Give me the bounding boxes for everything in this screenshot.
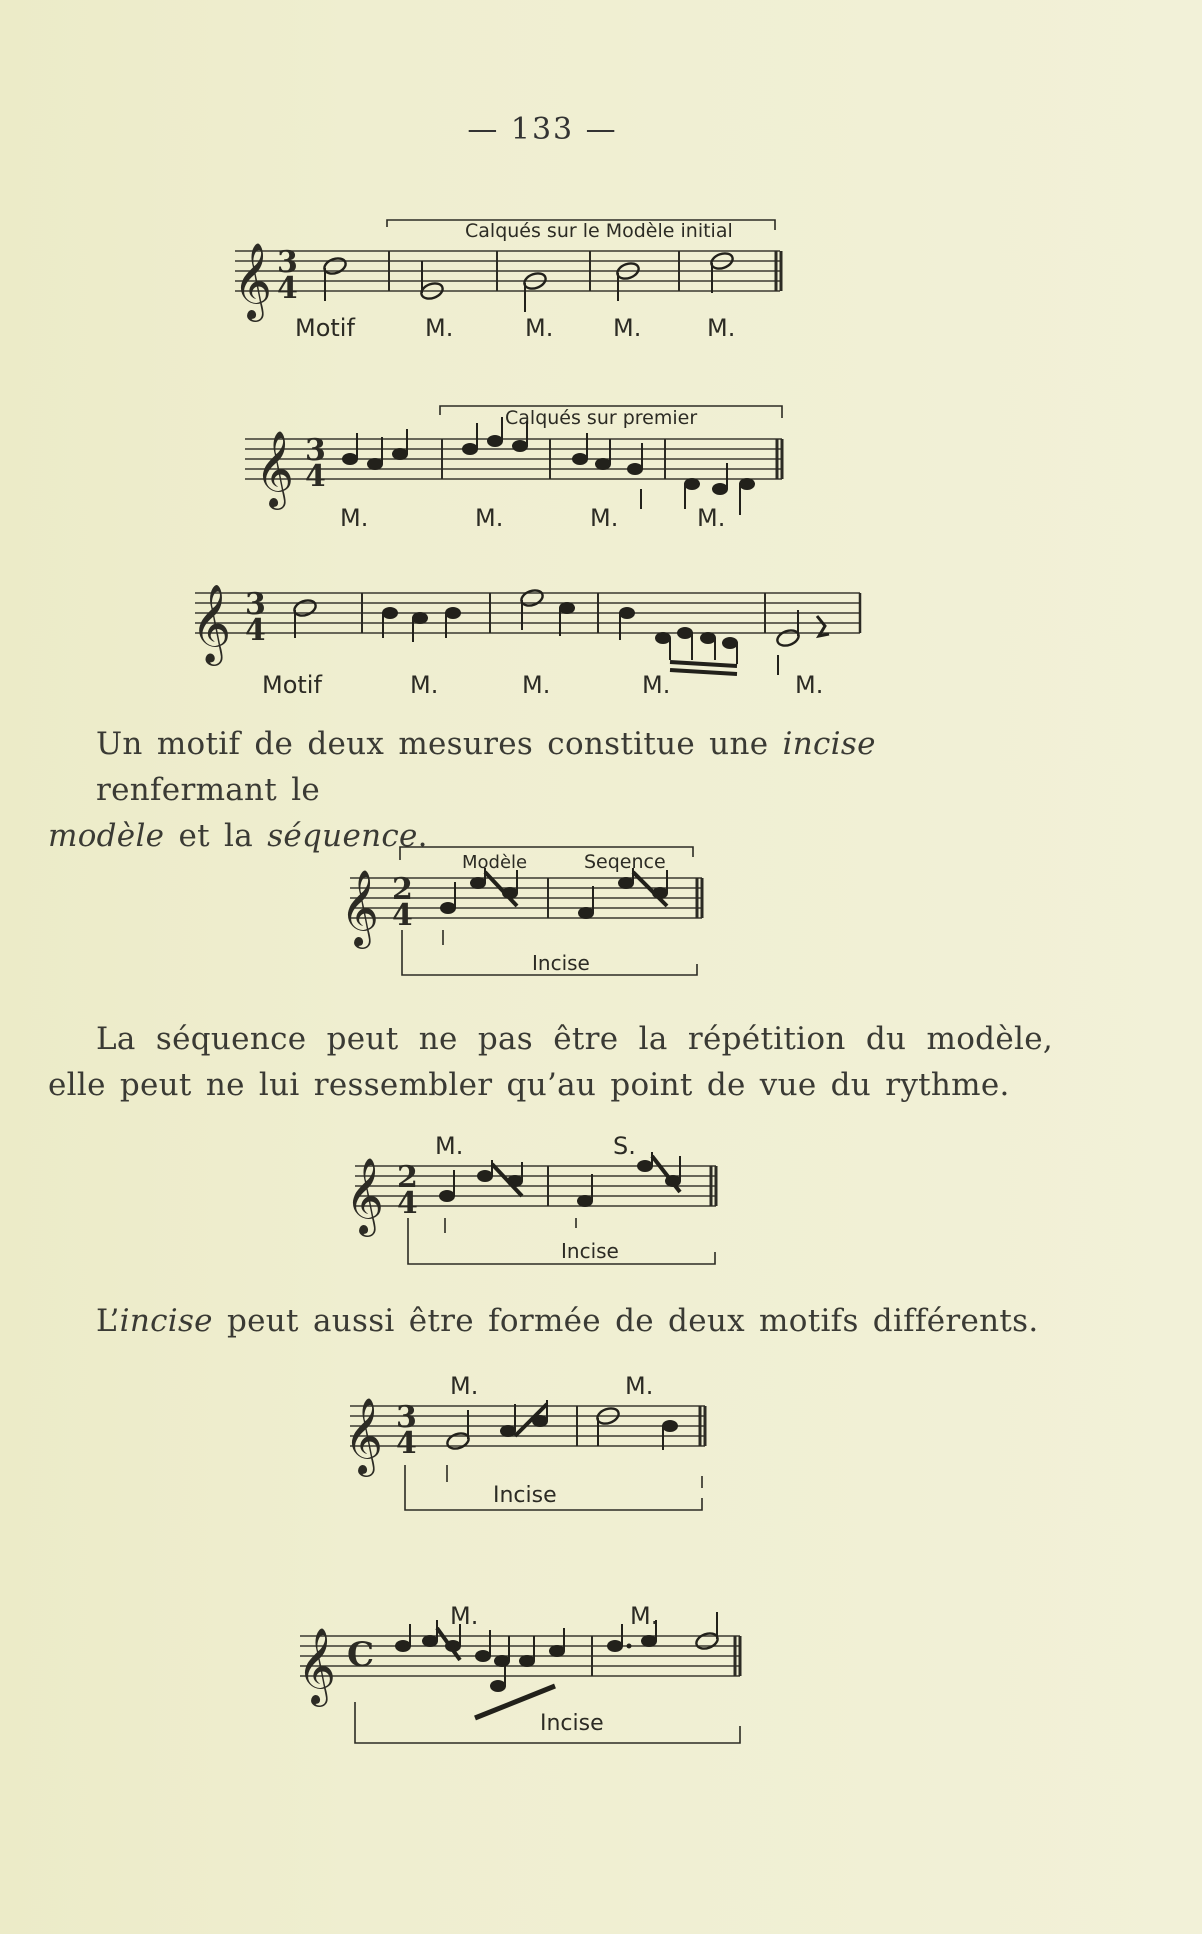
time-signature-top: 2 bbox=[397, 1160, 418, 1195]
treble-clef-icon: 𝄞 bbox=[191, 584, 232, 663]
m-label: M. bbox=[613, 314, 642, 342]
label-m: M. bbox=[625, 1372, 654, 1400]
m-label: M. bbox=[340, 504, 369, 532]
emphasis-modele: modèle bbox=[48, 818, 165, 854]
paragraph-text: L’ bbox=[96, 1303, 120, 1339]
treble-clef-icon: 𝄞 bbox=[255, 430, 295, 507]
time-signature-top: 2 bbox=[392, 872, 413, 907]
incise-label: Incise bbox=[493, 1483, 557, 1508]
paragraph-3 bbox=[96, 1298, 1056, 1344]
staff bbox=[235, 251, 780, 291]
emphasis-sequence: séquence bbox=[267, 818, 418, 854]
time-signature-top: 3 bbox=[305, 433, 326, 468]
paragraph-2 bbox=[48, 1016, 1053, 1108]
treble-clef-icon: 𝄞 bbox=[233, 242, 273, 319]
m-label: M. bbox=[525, 314, 554, 342]
treble-clef-icon: 𝄞 bbox=[345, 1157, 385, 1234]
bracket-label: Calqués sur premier bbox=[505, 407, 698, 429]
m-label: M. bbox=[795, 671, 824, 699]
music-example-7 bbox=[295, 1600, 755, 1750]
incise-label: Incise bbox=[561, 1239, 619, 1263]
bracket-label: Calqués sur le Modèle initial bbox=[465, 220, 733, 242]
time-signature-bottom: 4 bbox=[397, 1186, 418, 1221]
notes bbox=[292, 588, 829, 675]
m-label: M. bbox=[642, 671, 671, 699]
treble-clef-icon: 𝄞 bbox=[340, 869, 380, 946]
paragraph-text: Un motif de deux mesures constitue une bbox=[96, 726, 783, 762]
motif-label: Motif bbox=[295, 314, 355, 342]
music-example-1 bbox=[225, 215, 795, 350]
music-example-4 bbox=[330, 842, 710, 982]
time-signature-bottom: 4 bbox=[245, 613, 266, 648]
music-example-3 bbox=[185, 580, 865, 700]
label-s: S. bbox=[613, 1132, 636, 1160]
page-number: — 133 — bbox=[467, 112, 618, 147]
m-label: M. bbox=[425, 314, 454, 342]
label-m: M. bbox=[435, 1132, 464, 1160]
music-example-5 bbox=[335, 1130, 725, 1270]
time-signature-bottom: 4 bbox=[392, 898, 413, 933]
paragraph-text: La séquence peut ne pas être la répétition du modèle, elle peut ne lui ressembler qu’au point de vue du rythme. bbox=[48, 1021, 1053, 1103]
notes bbox=[439, 1152, 681, 1207]
m-label: M. bbox=[590, 504, 619, 532]
motif-label: Motif bbox=[262, 671, 322, 699]
notes bbox=[342, 417, 755, 515]
m-label: M. bbox=[697, 504, 726, 532]
paragraph-1 bbox=[48, 721, 1048, 859]
treble-clef-icon: 𝄞 bbox=[344, 1397, 384, 1474]
m-label: M. bbox=[410, 671, 439, 699]
label-modele: Modèle bbox=[462, 852, 528, 873]
time-signature-top: 3 bbox=[277, 245, 298, 280]
time-signature-bottom: 4 bbox=[277, 271, 298, 306]
m-label: M. bbox=[707, 314, 736, 342]
emphasis-incise: incise bbox=[119, 1303, 213, 1339]
m-label: M. bbox=[522, 671, 551, 699]
paragraph-text: peut aussi être formée de deux motifs différents. bbox=[212, 1303, 1039, 1339]
common-time-icon: C bbox=[347, 1635, 375, 1675]
notes bbox=[395, 1612, 720, 1718]
incise-label: Incise bbox=[540, 1711, 604, 1736]
label-m: M. bbox=[450, 1602, 479, 1630]
emphasis-incise: incise bbox=[782, 726, 876, 762]
time-signature-bottom: 4 bbox=[305, 459, 326, 494]
music-example-2 bbox=[245, 403, 795, 538]
m-label: M. bbox=[475, 504, 504, 532]
music-example-6 bbox=[340, 1370, 720, 1515]
paragraph-text: renfermant le bbox=[96, 772, 321, 808]
treble-clef-icon: 𝄞 bbox=[297, 1627, 337, 1704]
paragraph-text: et la bbox=[164, 818, 268, 854]
label-sequence: Seqence bbox=[584, 851, 666, 873]
time-signature-top: 3 bbox=[245, 587, 266, 622]
time-signature-top: 3 bbox=[396, 1400, 417, 1435]
incise-label: Incise bbox=[532, 951, 590, 975]
notes bbox=[440, 868, 668, 919]
label-m: M. bbox=[450, 1372, 479, 1400]
label-m: M. bbox=[630, 1602, 659, 1630]
paragraph-text: . bbox=[417, 818, 428, 854]
time-signature-bottom: 4 bbox=[396, 1426, 417, 1461]
